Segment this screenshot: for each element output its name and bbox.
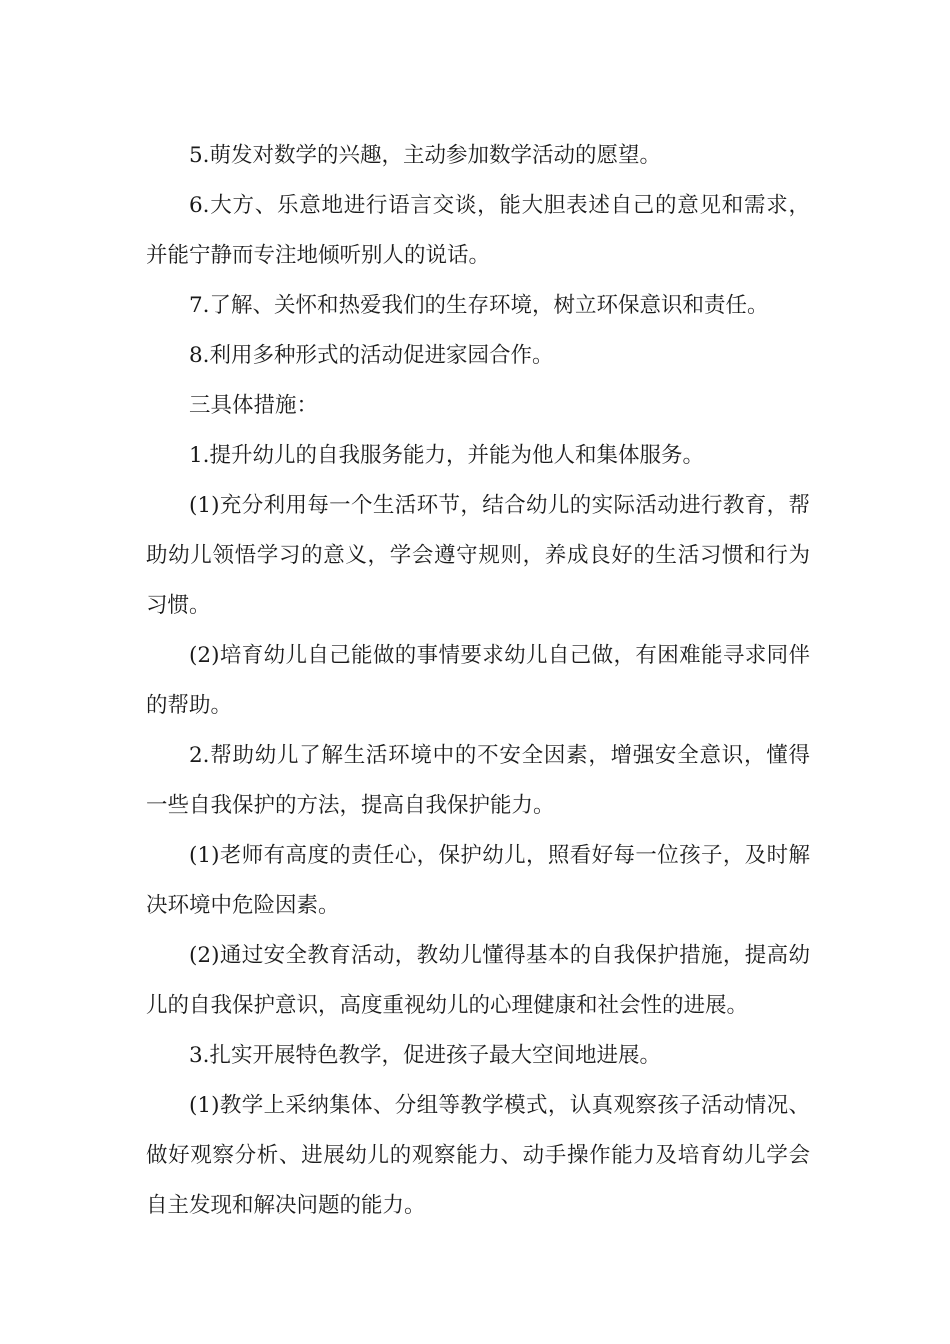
paragraph-measure-1-2: (2)培育幼儿自己能做的事情要求幼儿自己做，有困难能寻求同伴的帮助。 [146,643,810,718]
section-heading-measures: 三具体措施： [189,393,319,418]
paragraph-goal-8: 8.利用多种形式的活动促进家园合作。 [189,343,554,368]
paragraph-measure-1-1: (1)充分利用每一个生活环节，结合幼儿的实际活动进行教育，帮助幼儿领悟学习的意义，学会遵守规则，养成良好的生活习惯和行为习惯。 [146,493,810,618]
paragraph-measure-3-1: (1)教学上采纳集体、分组等教学模式，认真观察孩子活动情况、做好观察分析、进展幼儿的观察能力、动手操作能力及培育幼儿学会自主发现和解决问题的能力。 [146,1093,810,1218]
paragraph-goal-5: 5.萌发对数学的兴趣，主动参加数学活动的愿望。 [189,143,662,168]
paragraph-goal-6: 6.大方、乐意地进行语言交谈，能大胆表述自己的意见和需求，并能宁静而专注地倾听别人的说话。 [146,193,810,268]
paragraph-goal-7: 7.了解、关怀和热爱我们的生存环境，树立环保意识和责任。 [189,293,769,318]
document-body [146,131,810,1231]
paragraph-measure-2: 2.帮助幼儿了解生活环境中的不安全因素，增强安全意识，懂得一些自我保护的方法，提高自我保护能力。 [146,743,810,818]
paragraph-measure-1: 1.提升幼儿的自我服务能力，并能为他人和集体服务。 [189,443,705,468]
paragraph-measure-2-1: (1)老师有高度的责任心，保护幼儿，照看好每一位孩子，及时解决环境中危险因素。 [146,843,810,918]
paragraph-measure-3: 3.扎实开展特色教学，促进孩子最大空间地进展。 [189,1043,662,1068]
paragraph-measure-2-2: (2)通过安全教育活动，教幼儿懂得基本的自我保护措施，提高幼儿的自我保护意识，高度重视幼儿的心理健康和社会性的进展。 [146,943,810,1018]
